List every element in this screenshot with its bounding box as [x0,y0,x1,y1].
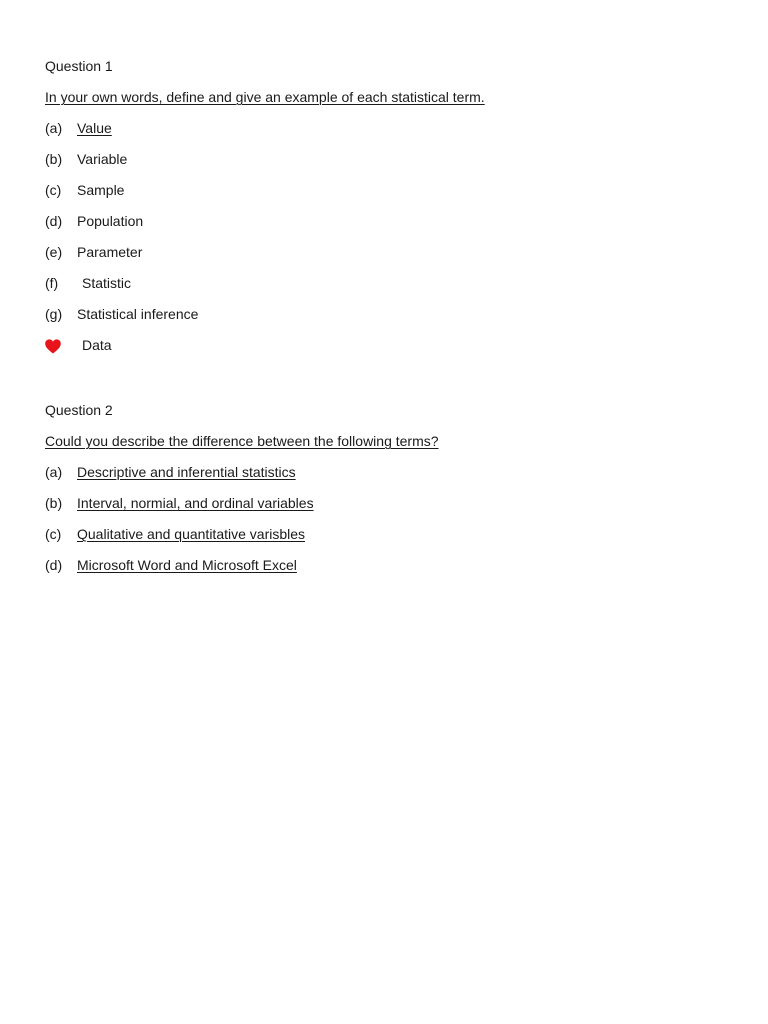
question-1-prompt: In your own words, define and give an example of each statistical term. [45,89,485,105]
question-1-heading: Question 1 [45,58,113,74]
list-marker: (a) [45,120,63,136]
list-item [45,555,297,575]
list-marker: (d) [45,213,63,229]
list-item-text: Value [77,120,112,136]
list-item-text: Interval, normial, and ordinal variables [77,495,314,511]
list-item-text: Parameter [77,244,143,260]
list-marker: (b) [45,151,63,167]
list-item [45,462,296,482]
list-marker: (e) [45,244,63,260]
list-item [45,493,314,513]
question-2-heading: Question 2 [45,402,113,418]
list-marker: (a) [45,464,63,480]
list-item-text: Variable [77,151,128,167]
question-2-prompt: Could you describe the difference between the following terms? [45,433,439,449]
list-item-text: Qualitative and quantitative varisbles [77,526,306,542]
list-item [45,118,112,138]
list-item [45,149,127,169]
list-item-text: Sample [77,182,125,198]
list-item [45,273,131,293]
list-item [45,211,143,231]
list-marker: (f) [45,275,59,291]
list-marker: (b) [45,495,63,511]
heart-icon [45,338,82,354]
list-item-text: Microsoft Word and Microsoft Excel [77,557,297,573]
list-item-text: Statistic [82,275,132,291]
list-item-text: Population [77,213,144,229]
list-item [45,335,112,355]
list-marker: (g) [45,306,63,322]
list-marker: (c) [45,526,62,542]
list-item [45,242,142,262]
list-marker: (d) [45,557,63,573]
list-item [45,524,305,544]
list-item [45,304,198,324]
list-item-text: Statistical inference [77,306,199,322]
list-marker: (c) [45,182,62,198]
list-item-text: Descriptive and inferential statistics [77,464,296,480]
list-item [45,180,124,200]
list-item-text: Data [82,337,112,353]
